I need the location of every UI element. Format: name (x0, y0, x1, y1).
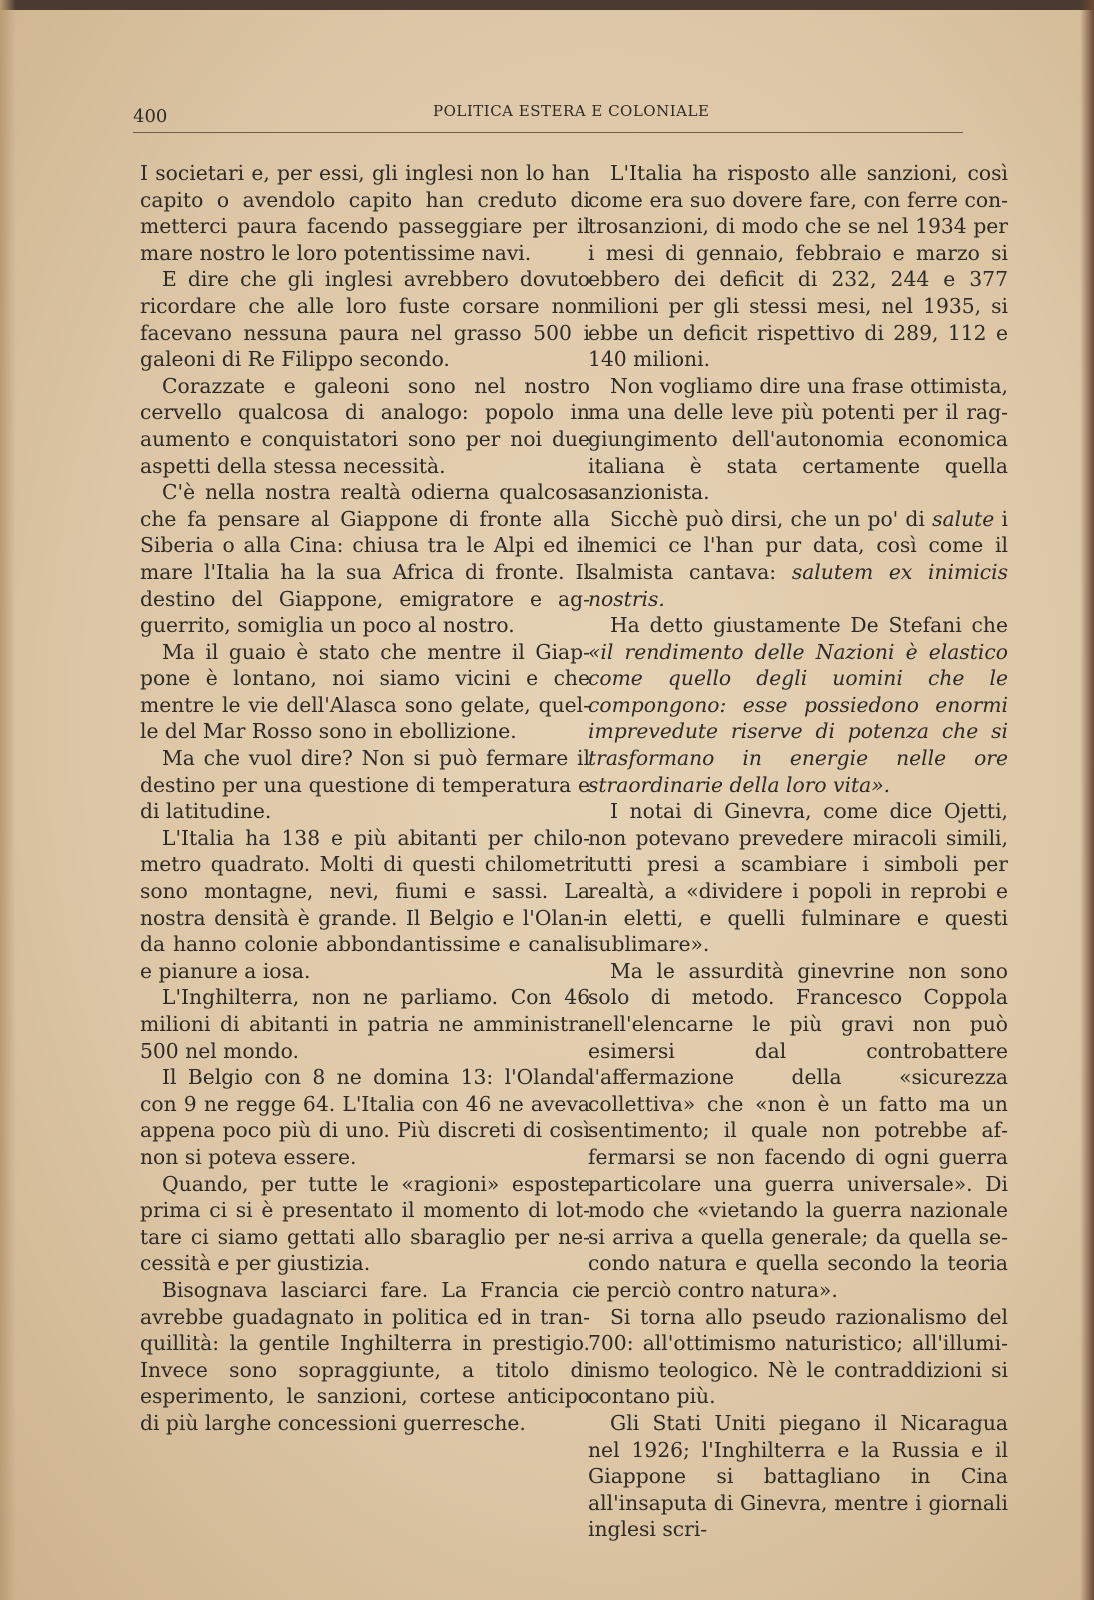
paragraph: Bisognava lasciarci fare. La Francia ci avrebbe guadagnato in politica ed in tranquillità: la gentile Inghilterra in prestigio. Invece sono sopraggiunte, a titolo di esperimento, le sanzioni, cortese anticipo di più larghe concessioni guerresche. (140, 1277, 590, 1435)
italic-word: salute (932, 506, 995, 531)
latin-quote: salutem ex inimicis nostris. (588, 559, 1008, 611)
paragraph: L'Inghilterra, non ne parliamo. Con 46 milioni di abitanti in patria ne amministra 500 nel mondo. (140, 985, 590, 1063)
paragraph: Ma le assurdità ginevrine non sono solo di metodo. Francesco Coppola nell'elencarne le più gravi non può esimersi dal controbattere l'affermazione della «sicurezza collettiva» che «non è un fatto ma un sentimento; il quale non potrebbe affermarsi se non facendo di ogni guerra particolare una guerra universale». Di modo che «vietando la guerra nazionale si arriva a quella generale; da quella secondo natura e quella secondo la teoria e perciò contro natura». (588, 958, 1008, 1302)
text-run: Ha detto giustamente De Stefani che (610, 613, 1008, 638)
paragraph: Non vogliamo dire una frase ottimista, ma una delle leve più potenti per il raggiungimento dell'autonomia economica italiana è stata certamente quella sanzionista. (588, 373, 1008, 505)
header-rule (133, 132, 963, 133)
paragraph: I societari e, per essi, gli inglesi non lo han capito o avendolo capito han creduto di metterci paura facendo passeggiare per il mare nostro le loro potentissime navi. (140, 161, 590, 265)
page-top-edge (0, 0, 1094, 10)
paragraph: L'Italia ha risposto alle sanzioni, così come era suo dovere fare, con ferre controsanzioni, di modo che se nel 1934 per i mesi di gennaio, febbraio e marzo si ebbero dei deficit di 232, 244 e 377 milioni per gli stessi mesi, nel 1935, si ebbe un deficit rispettivo di 289, 112 e 140 milioni. (588, 161, 1008, 372)
paragraph: Ma il guaio è stato che mentre il Giappone è lontano, noi siamo vicini e che mentre le vie dell'Alasca sono gelate, quelle del Mar Rosso sono in ebollizione. (140, 639, 590, 744)
page-right-edge (1080, 0, 1094, 1600)
paragraph (588, 506, 1008, 612)
right-column (588, 160, 1008, 1543)
text-run: i nemici ce l'han pur data, così come il salmista cantava: (588, 506, 1008, 584)
paragraph: Corazzate e galeoni sono nel nostro cervello qualcosa di analogo: popolo in aumento e conquistatori sono per noi due aspetti della stessa necessità. (140, 373, 590, 478)
paragraph: Ma che vuol dire? Non si può fermare il destino per una questione di temperatura e di latitudine. (140, 746, 590, 824)
italic-quote: «il rendimento delle Nazioni è elastico come quello degli uomini che le compongono: esse possiedono enormi imprevedute riserve di potenza che si trasformano in energie nelle ore straordinarie della loro vita». (588, 639, 1008, 797)
paragraph: Gli Stati Uniti piegano il Nicaragua nel 1926; l'Inghilterra e la Russia e il Giappone si battagliano in Cina all'insaputa di Ginevra, mentre i giornali inglesi scri- (588, 1410, 1008, 1542)
page-left-edge (0, 0, 16, 1600)
left-column (140, 160, 590, 1437)
page-header (133, 100, 963, 130)
paragraph: L'Italia ha 138 e più abitanti per chilometro quadrato. Molti di questi chilometri sono montagne, nevi, fiumi e sassi. La nostra densità è grande. Il Belgio e l'Olanda hanno colonie abbondantissime e canali e pianure a iosa. (140, 825, 590, 983)
paragraph: Si torna allo pseudo razionalismo del 700: all'ottimismo naturistico; all'illuminismo teologico. Nè le contraddizioni si contano più. (588, 1304, 1008, 1409)
running-head: POLITICA ESTERA E COLONIALE (433, 102, 710, 120)
text-run: Sicchè può dirsi, che un po' di (610, 506, 933, 531)
paragraph: I notai di Ginevra, come dice Ojetti, non potevano prevedere miracoli simili, tutti presi a scambiare i simboli per realtà, a «dividere i popoli in reprobi e in eletti, e quelli fulminare e questi sublimare». (588, 799, 1008, 957)
paragraph: Quando, per tutte le «ragioni» esposte prima ci si è presentato il momento di lottare ci siamo gettati allo sbaraglio per necessità e per giustizia. (140, 1171, 590, 1276)
paragraph: Il Belgio con 8 ne domina 13: l'Olanda con 9 ne regge 64. L'Italia con 46 ne aveva appena poco più di uno. Più discreti di così non si poteva essere. (140, 1065, 590, 1169)
page-number: 400 (133, 106, 168, 127)
paragraph (588, 612, 1008, 798)
paragraph: C'è nella nostra realtà odierna qualcosa che fa pensare al Giappone di fronte alla Siberia o alla Cina: chiusa tra le Alpi ed il mare l'Italia ha la sua Africa di fronte. Il destino del Giappone, emigratore e agguerrito, somiglia un poco al nostro. (140, 480, 590, 638)
paragraph: E dire che gli inglesi avrebbero dovuto ricordare che alle loro fuste corsare non facevano nessuna paura nel grasso 500 i galeoni di Re Filippo secondo. (140, 267, 590, 372)
